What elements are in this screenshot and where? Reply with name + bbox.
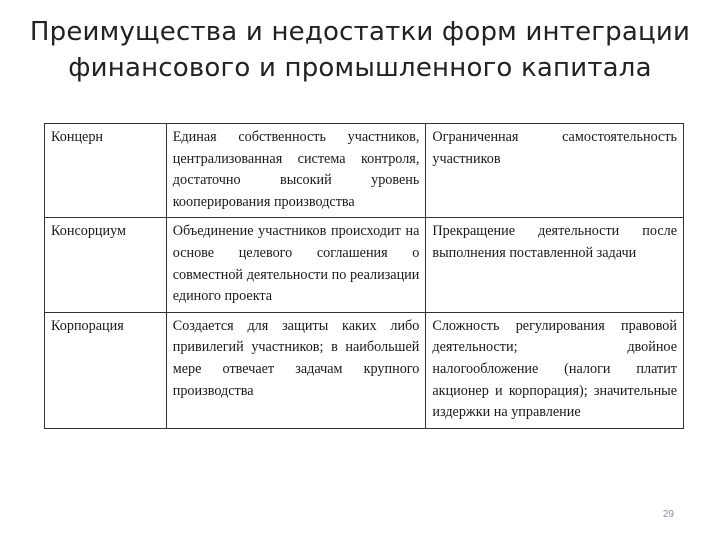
table-row xyxy=(45,312,684,428)
page-number: 29 xyxy=(662,509,674,520)
form-name-cell: Концерн xyxy=(45,124,167,218)
advantages-cell: Создается для защиты каких либо привилегий участников; в наибольшей мере отвечает задачам крупного производства xyxy=(166,312,426,428)
disadvantages-cell: Сложность регулирования правовой деятельности; двойное налогообложение (налоги платит акционер и корпорация); значительные издержки на управление xyxy=(426,312,684,428)
disadvantages-cell: Ограниченная самостоятельность участников xyxy=(426,124,684,218)
title-line-1: Преимущества и недостатки форм интеграции xyxy=(29,17,691,47)
form-name-cell: Консорциум xyxy=(45,218,167,312)
table-row xyxy=(45,124,684,218)
slide-title xyxy=(0,14,720,86)
comparison-table xyxy=(44,123,684,429)
advantages-cell: Объединение участников происходит на основе целевого соглашения о совместной деятельности по реализации единого проекта xyxy=(166,218,426,312)
form-name-cell: Корпорация xyxy=(45,312,167,428)
advantages-cell: Единая собственность участников, централизованная система контроля, достаточно высокий уровень кооперирования производства xyxy=(166,124,426,218)
disadvantages-cell: Прекращение деятельности после выполнения поставленной задачи xyxy=(426,218,684,312)
title-line-2: финансового и промышленного капитала xyxy=(68,53,652,83)
table-row xyxy=(45,218,684,312)
